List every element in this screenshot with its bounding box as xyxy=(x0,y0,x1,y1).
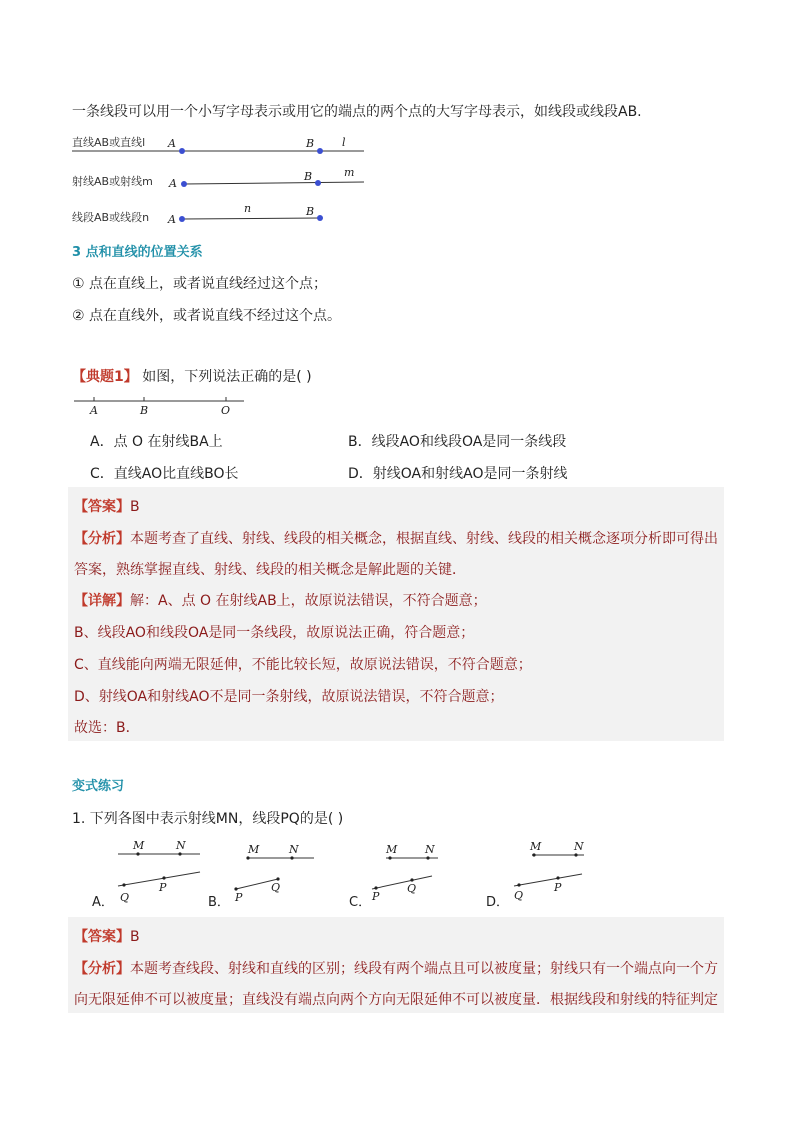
option-b[interactable]: B．线段AO和线段OA是同一条线段 xyxy=(348,434,567,450)
point-A xyxy=(179,148,185,154)
point-label-p: P xyxy=(554,881,562,894)
point-label-p: P xyxy=(235,891,243,904)
analysis-line: 【分析】本题考查线段、射线和直线的区别；线段有两个端点且可以被度量；射线只有一个端点向一个方 xyxy=(74,961,718,977)
point-label-m: M xyxy=(248,843,260,856)
point-B xyxy=(317,148,323,154)
option-letter-a[interactable]: A． xyxy=(92,895,114,910)
label-O: O xyxy=(221,404,231,417)
label-n: n xyxy=(244,202,252,215)
section-item: ② 点在直线外，或者说直线不经过这个点。 xyxy=(72,308,341,324)
point-label-q: Q xyxy=(271,881,281,894)
point-B xyxy=(315,180,321,186)
point-A xyxy=(181,181,187,187)
answer-line: 【答案】B xyxy=(74,499,140,515)
label-B: B xyxy=(306,205,315,218)
point-label-p: P xyxy=(159,881,167,894)
practice-title: 变式练习 xyxy=(72,779,125,794)
practice-question: 1. 下列各图中表示射线MN，线段PQ的是( ) xyxy=(72,811,344,827)
option-d[interactable]: D．射线OA和射线AO是同一条射线 xyxy=(348,466,568,482)
answer-box-1 xyxy=(68,487,724,741)
detail-line: 【详解】解：A、点 O 在射线AB上，故原说法错误，不符合题意； xyxy=(74,593,487,609)
option-letter-b[interactable]: B． xyxy=(208,895,230,910)
section-title: 3 点和直线的位置关系 xyxy=(72,245,203,260)
practice-figures xyxy=(72,836,612,912)
point-B xyxy=(317,215,323,221)
point-label-n: N xyxy=(176,839,186,852)
label-B: B xyxy=(304,170,313,183)
option-letter-c[interactable]: C． xyxy=(349,895,372,910)
answer-box-2 xyxy=(68,917,724,1013)
point-label-q: Q xyxy=(407,882,417,895)
analysis-line: 答案，熟练掌握直线、射线、线段的相关概念是解此题的关键． xyxy=(74,562,466,578)
point-label-p: P xyxy=(372,890,380,903)
point-label-q: Q xyxy=(120,891,130,904)
figure-label-segment: 线段AB或线段n xyxy=(72,211,150,224)
detail-line: C、直线能向两端无限延伸，不能比较长短，故原说法错误，不符合题意； xyxy=(74,657,532,673)
label-B: B xyxy=(140,404,149,417)
analysis-line: 【分析】本题考查了直线、射线、线段的相关概念，根据直线、射线、线段的相关概念逐项分析即可得出 xyxy=(74,531,718,547)
detail-line: 故选：B． xyxy=(74,720,140,736)
example-question-text: 如图，下列说法正确的是( ) xyxy=(137,369,312,385)
ray-line xyxy=(184,182,364,184)
detail-line: B、线段AO和线段OA是同一条线段，故原说法正确，符合题意； xyxy=(74,625,475,641)
point-A xyxy=(179,216,185,222)
point-label-q: Q xyxy=(514,889,524,902)
answer-line: 【答案】B xyxy=(74,929,140,945)
point-label-n: N xyxy=(425,843,435,856)
label-A: A xyxy=(168,137,176,150)
option-a[interactable]: A．点 O 在射线BA上 xyxy=(90,434,223,450)
analysis-line: 向无限延伸不可以被度量；直线没有端点向两个方向无限延伸不可以被度量．根据线段和射线的特征判定 xyxy=(74,992,718,1008)
figure-label-ray: 射线AB或射线m xyxy=(72,175,153,188)
line-figure xyxy=(72,130,372,230)
detail-line: D、射线OA和射线AO不是同一条射线，故原说法错误，不符合题意； xyxy=(74,689,504,705)
example-question xyxy=(72,366,312,386)
segment-line xyxy=(182,218,320,219)
label-m: m xyxy=(344,166,355,179)
label-A: A xyxy=(90,404,98,417)
option-letter-d[interactable]: D． xyxy=(486,895,510,910)
label-l: l xyxy=(342,136,346,149)
label-A: A xyxy=(168,213,176,226)
figure-label-line: 直线AB或直线l xyxy=(72,136,146,149)
point-label-m: M xyxy=(386,843,398,856)
label-A: A xyxy=(169,177,177,190)
option-c[interactable]: C．直线AO比直线BO长 xyxy=(90,466,239,482)
point-label-n: N xyxy=(289,843,299,856)
label-B: B xyxy=(306,137,315,150)
intro-text: 一条线段可以用一个小写字母表示或用它的端点的两个点的大写字母表示，如线段或线段AB. xyxy=(72,104,642,120)
section-item: ① 点在直线上，或者说直线经过这个点； xyxy=(72,276,327,292)
example-tag: 【典题1】 xyxy=(72,369,138,385)
point-label-m: M xyxy=(530,840,542,853)
example-figure xyxy=(72,393,252,417)
point-label-m: M xyxy=(133,839,145,852)
point-label-n: N xyxy=(574,840,584,853)
